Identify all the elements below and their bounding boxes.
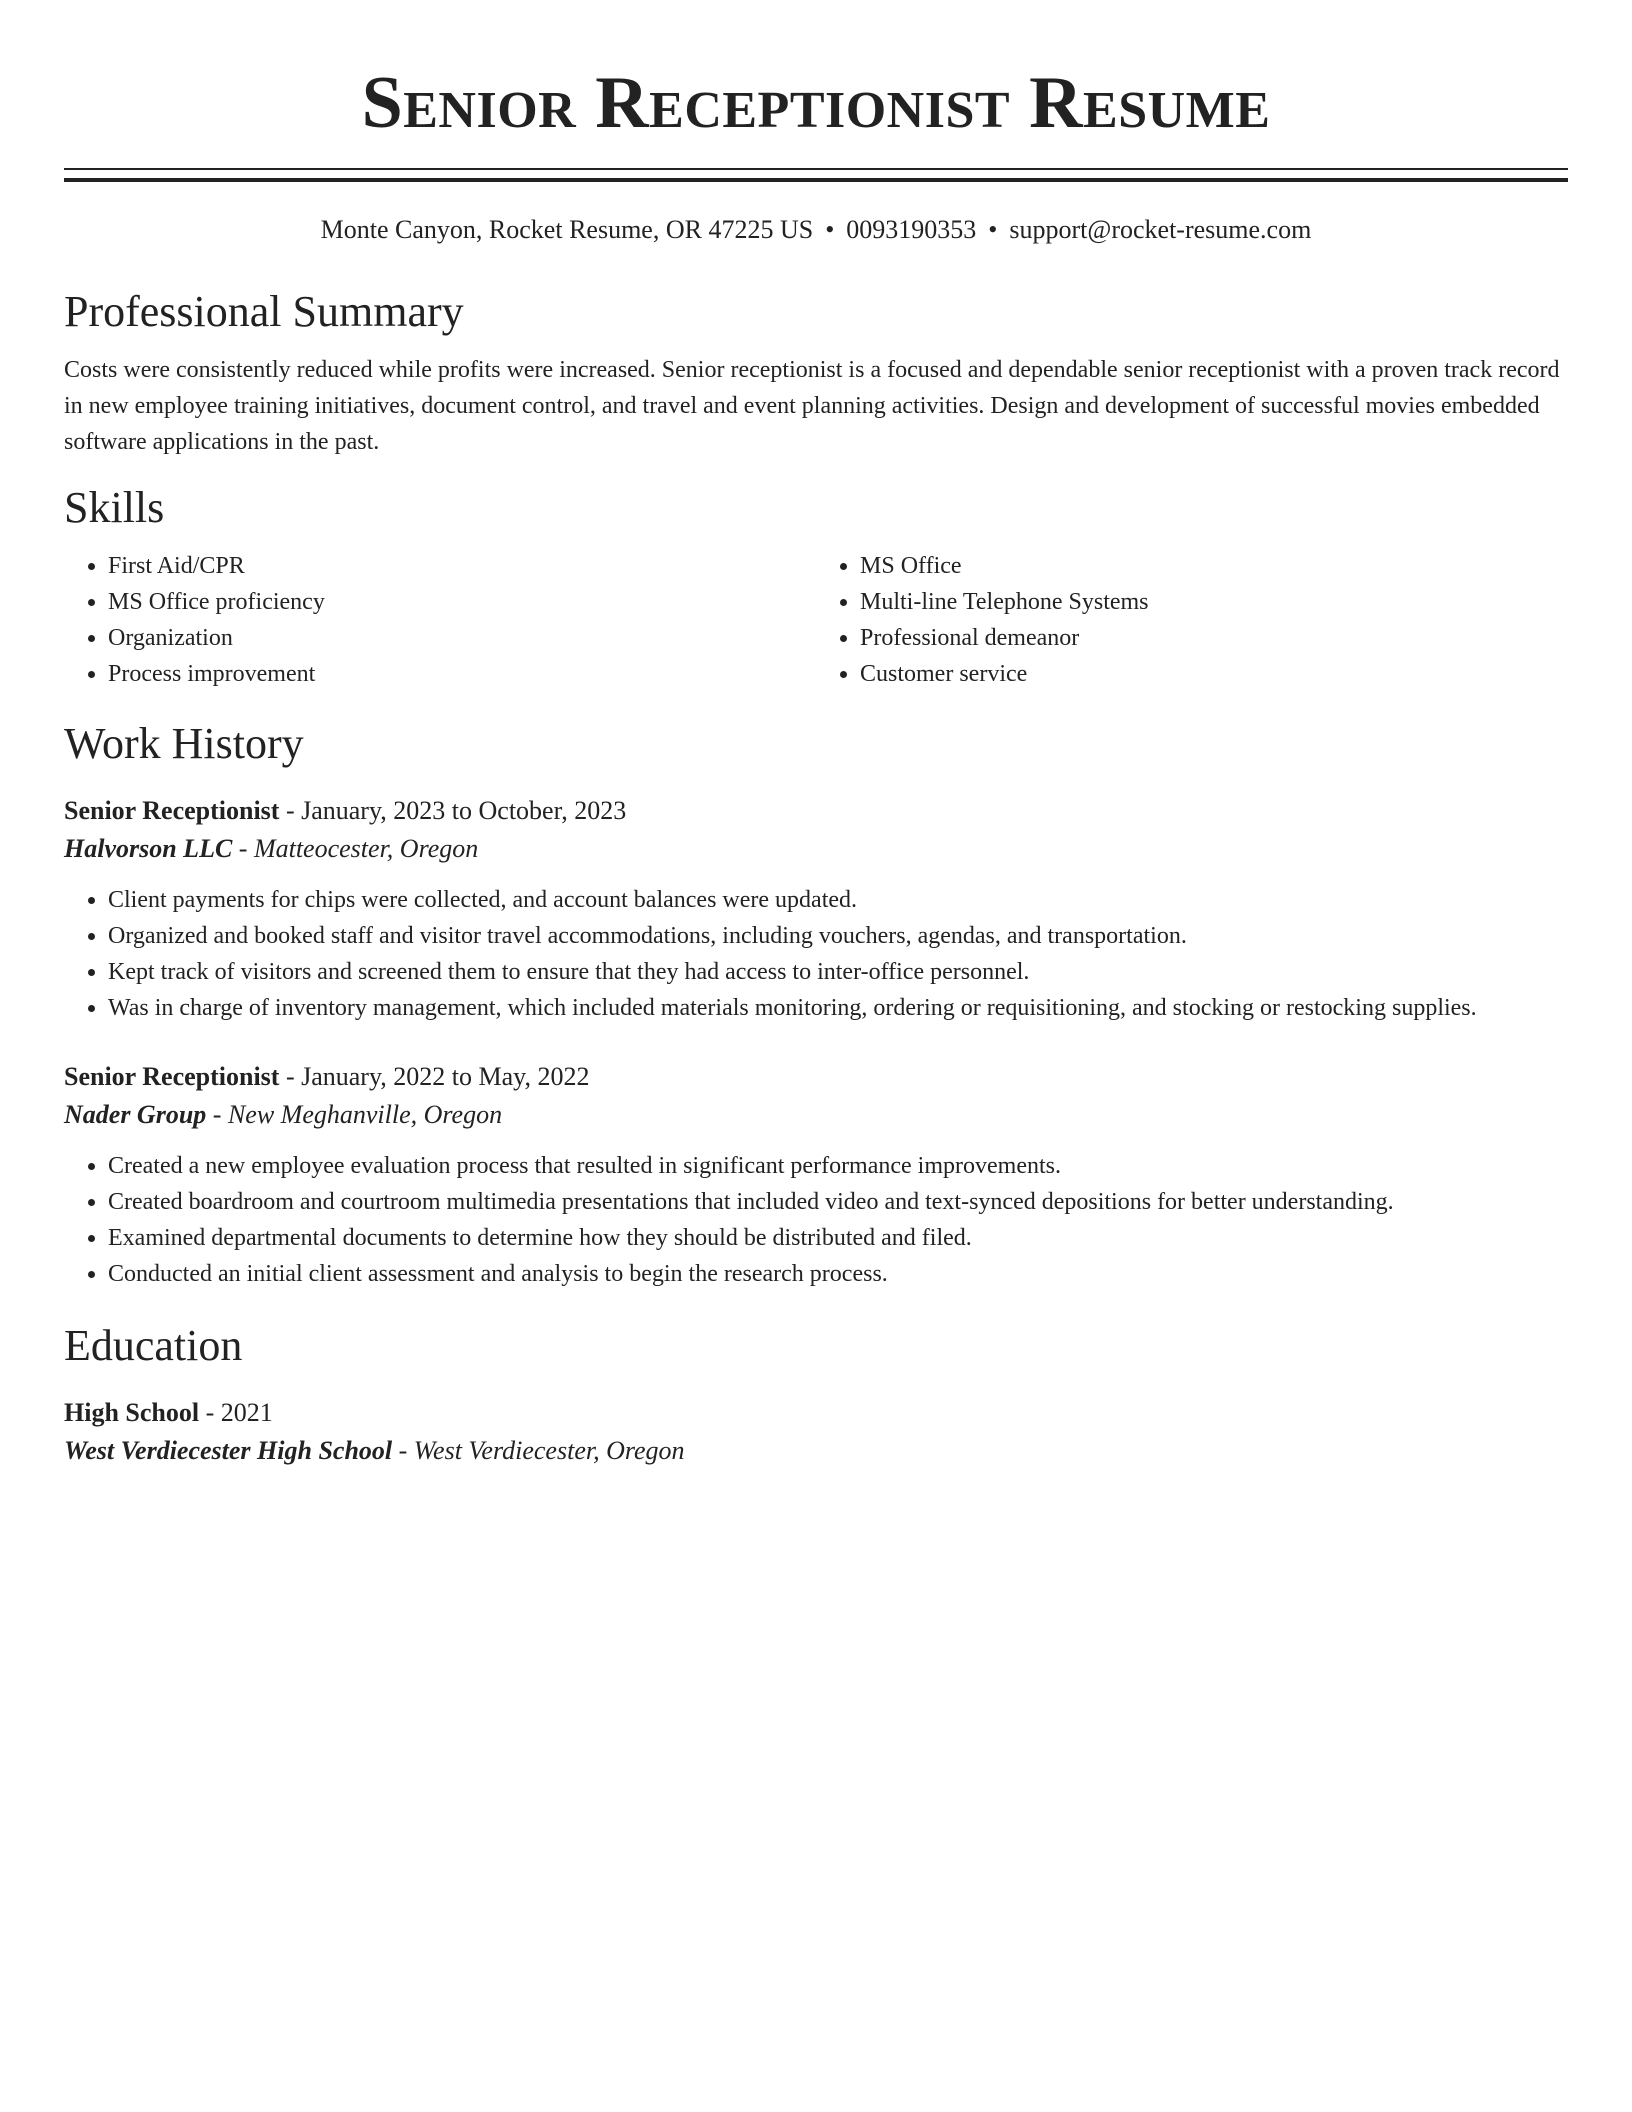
education-degree: High School bbox=[64, 1398, 200, 1427]
skill-item: • MS Office proficiency bbox=[108, 584, 816, 620]
title-divider bbox=[64, 168, 1568, 182]
skills-column-right bbox=[816, 548, 1568, 692]
job-company-line bbox=[64, 1096, 1568, 1134]
job-bullets bbox=[64, 1148, 1568, 1292]
skill-item: • Professional demeanor bbox=[860, 620, 1568, 656]
summary-heading: Professional Summary bbox=[64, 287, 464, 336]
job-bullet: • Created a new employee evaluation process that resulted in significant performance improvements. bbox=[108, 1148, 1568, 1184]
job-role: Senior Receptionist bbox=[64, 796, 280, 825]
job-bullet: • Organized and booked staff and visitor travel accommodations, including vouchers, agendas, and transportation. bbox=[108, 918, 1568, 954]
job-bullet: • Client payments for chips were collected, and account balances were updated. bbox=[108, 882, 1568, 918]
job-location: - Matteocester, Oregon bbox=[232, 834, 479, 863]
job-bullet: • Examined departmental documents to determine how they should be distributed and filed. bbox=[108, 1220, 1568, 1256]
skills-column-left bbox=[64, 548, 816, 692]
work-history-heading: Work History bbox=[64, 719, 304, 768]
job-location: - New Meghanville, Oregon bbox=[206, 1100, 503, 1129]
contact-line bbox=[64, 212, 1568, 248]
skill-item: • Organization bbox=[108, 620, 816, 656]
job-bullet: • Created boardroom and courtroom multimedia presentations that included video and text-synced depositions for better understanding. bbox=[108, 1184, 1568, 1220]
skill-item: • Multi-line Telephone Systems bbox=[860, 584, 1568, 620]
education-degree-line bbox=[64, 1394, 1568, 1432]
skill-item: • Process improvement bbox=[108, 656, 816, 692]
resume-title: Senior Receptionist Resume bbox=[361, 62, 1271, 144]
education-heading: Education bbox=[64, 1321, 243, 1370]
contact-email: support@rocket-resume.com bbox=[1009, 215, 1312, 244]
job-bullet: • Kept track of visitors and screened them to ensure that they had access to inter-office personnel. bbox=[108, 954, 1568, 990]
education-entry bbox=[64, 1394, 1568, 1470]
job-title-line bbox=[64, 792, 1568, 830]
skill-item: • MS Office bbox=[860, 548, 1568, 584]
contact-separator: • bbox=[825, 215, 835, 244]
contact-separator: • bbox=[988, 215, 998, 244]
job-entry bbox=[64, 792, 1568, 1026]
education-year: - 2021 bbox=[199, 1398, 273, 1427]
job-title-line bbox=[64, 1058, 1568, 1096]
job-bullet: • Conducted an initial client assessment and analysis to begin the research process. bbox=[108, 1256, 1568, 1292]
summary-text: Costs were consistently reduced while profits were increased. Senior receptionist is a focused and dependable senior receptionist with a proven track record in new employee training initiatives, document control, and travel and event planning activities. Design and development of successful movies embedded software applications in the past. bbox=[64, 357, 1560, 455]
job-company: Nader Group bbox=[64, 1100, 207, 1129]
job-dates: - January, 2022 to May, 2022 bbox=[279, 1062, 590, 1091]
contact-address: Monte Canyon, Rocket Resume, OR 47225 US bbox=[320, 215, 814, 244]
job-company-line bbox=[64, 830, 1568, 868]
job-company: Halvorson LLC bbox=[64, 834, 233, 863]
job-dates: - January, 2023 to October, 2023 bbox=[279, 796, 627, 825]
job-role: Senior Receptionist bbox=[64, 1062, 280, 1091]
education-school-line bbox=[64, 1432, 1568, 1470]
skill-item: • First Aid/CPR bbox=[108, 548, 816, 584]
education-school: West Verdiecester High School bbox=[64, 1436, 393, 1465]
skills-heading: Skills bbox=[64, 483, 165, 532]
job-bullets bbox=[64, 882, 1568, 1026]
education-location: - West Verdiecester, Oregon bbox=[392, 1436, 685, 1465]
job-entry bbox=[64, 1058, 1568, 1292]
contact-phone: 0093190353 bbox=[846, 215, 977, 244]
skills-list bbox=[64, 548, 1568, 692]
skill-item: • Customer service bbox=[860, 656, 1568, 692]
job-bullet: • Was in charge of inventory management, which included materials monitoring, ordering or requisitioning, and stocking or restocking supplies. bbox=[108, 990, 1568, 1026]
